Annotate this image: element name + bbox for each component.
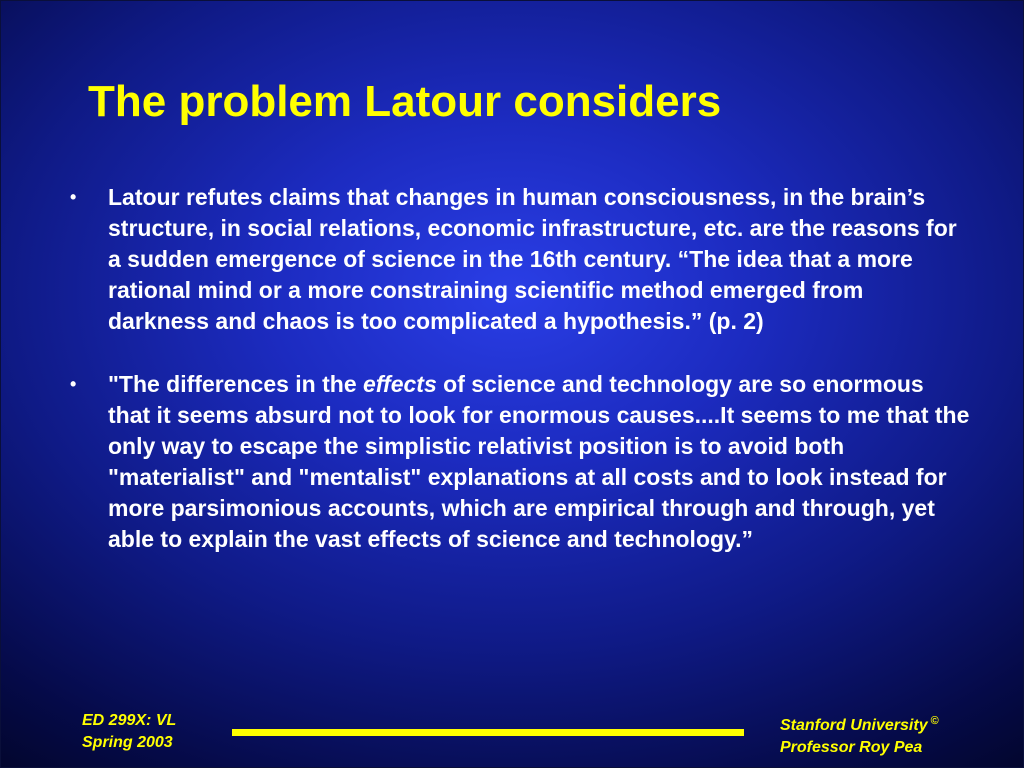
footer-author-info	[780, 710, 939, 759]
bullet-item-2	[70, 369, 970, 555]
bullet-item-1	[70, 182, 970, 337]
bullet-text	[108, 371, 969, 552]
slide-title: The problem Latour considers	[88, 77, 722, 126]
footer-course: ED 299X: VL	[82, 712, 177, 729]
footer-divider-line	[232, 729, 744, 736]
bullet-text-before: "The differences in the	[108, 371, 364, 397]
copyright-icon: ©	[930, 715, 939, 727]
bullet-text: Latour refutes claims that changes in human consciousness, in the brain’s structure, in social relations, economic infrastructure, etc. are the reasons for a sudden emergence of science in the 16th century. “The idea that a more rational mind or a more constraining scientific method emerged from darkness and chaos is too complicated a hypothesis.” (p. 2)	[108, 184, 957, 334]
bullet-text-after: of science and technology are so enormous that it seems absurd not to look for enormous causes....It seems to me that the only way to escape the simplistic relativist position is to avoid both "materialist" and "mentalist" explanations at all costs and to look instead for more parsimonious accounts, which are empirical through and through, yet able to explain the vast effects of science and technology.”	[108, 371, 970, 552]
footer-institution-line	[780, 710, 939, 737]
footer-term: Spring 2003	[82, 734, 173, 751]
bullet-text-emphasis: effects	[363, 371, 437, 397]
bullet-icon: •	[70, 187, 77, 207]
footer-professor: Professor Roy Pea	[780, 739, 923, 756]
bullet-icon: •	[70, 374, 77, 394]
footer-course-info	[82, 710, 176, 754]
slide-body	[70, 182, 970, 555]
footer-institution: Stanford University	[780, 717, 928, 734]
